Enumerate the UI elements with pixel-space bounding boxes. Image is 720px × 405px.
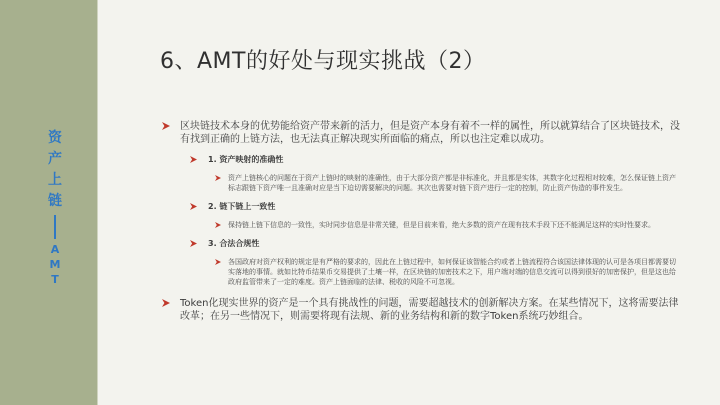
vertical-letter: A xyxy=(50,243,60,256)
vertical-char: 上 xyxy=(48,172,62,188)
bullet-text: 资产上链核心的问题在于资产上链时的映射的准确性，由于大部分资产都是非标准化，并且都是实体，其数字化过程相对较难，怎么保证链上资产标志跟链下资产唯一且准确对应是当下迫切需要解决的问题。其次也需要对链下资产进行一定的控制，防止资产伪造的事件发生。 xyxy=(228,174,676,192)
bullet-text: 各国政府对资产权利的规定是有严格的要求的，因此在上链过程中，如何保证该智能合约或者上链流程符合该国法律体现的认可是各项目都需要切实落地的事情。就如比特币结果币交易提供了土壤一样，在区块链的加密技术之下，用户端对端的信息交流可以得到很好的加密保护，但是这也给政府监管带来了一定的难度。资产上链面临的法律、税收的风险不可忽视。 xyxy=(228,258,676,286)
vertical-char: 产 xyxy=(48,151,62,167)
arrow-bullet-icon xyxy=(215,222,221,228)
arrow-bullet-icon xyxy=(190,156,197,163)
arrow-bullet-icon xyxy=(162,299,170,307)
bullet-level1 xyxy=(160,297,680,323)
bullet-level2 xyxy=(188,238,680,249)
arrow-bullet-icon xyxy=(215,259,221,265)
vertical-dash xyxy=(44,212,66,242)
arrow-bullet-icon xyxy=(190,203,197,210)
sidebar-divider xyxy=(97,0,98,405)
vertical-char: 链 xyxy=(48,193,62,209)
bullet-level2 xyxy=(188,201,680,212)
subheading: 2. 链下链上一致性 xyxy=(208,202,276,211)
arrow-bullet-icon xyxy=(215,175,221,181)
slide-title: 6、AMT的好处与现实挑战（2） xyxy=(160,49,486,74)
subheading: 1. 资产映射的准确性 xyxy=(208,155,284,164)
bullet-level3 xyxy=(214,257,680,287)
bullet-level3 xyxy=(214,173,680,193)
bullet-level2 xyxy=(188,154,680,165)
bullet-level3 xyxy=(214,220,680,230)
vertical-title xyxy=(44,128,66,287)
slide-body xyxy=(160,120,680,323)
arrow-bullet-icon xyxy=(190,240,197,247)
vertical-letter: M xyxy=(49,258,61,271)
subheading: 3. 合法合规性 xyxy=(208,239,260,248)
arrow-bullet-icon xyxy=(162,122,170,130)
bullet-level1 xyxy=(160,120,680,146)
bullet-text: 区块链技术本身的优势能给资产带来新的活力，但是资产本身有着不一样的属性，所以就算结合了区块链技术，没有找到正确的上链方法，也无法真正解决现实所面临的痛点，所以也注定难以成功。 xyxy=(180,121,680,145)
bullet-text: Token化现实世界的资产是一个具有挑战性的问题，需要超越技术的创新解决方案。在某些情况下，这将需要法律改革；在另一些情况下，则需要将现有法规、新的业务结构和新的数字Token系统巧妙组合。 xyxy=(180,298,679,322)
vertical-char: 资 xyxy=(48,130,62,146)
bullet-text: 保持链上链下信息的一致性，实时同步信息是非常关键，但是目前来看，绝大多数的资产在现有技术手段下还不能满足这样的实时性要求。 xyxy=(228,221,655,229)
vertical-letter: T xyxy=(51,273,59,286)
